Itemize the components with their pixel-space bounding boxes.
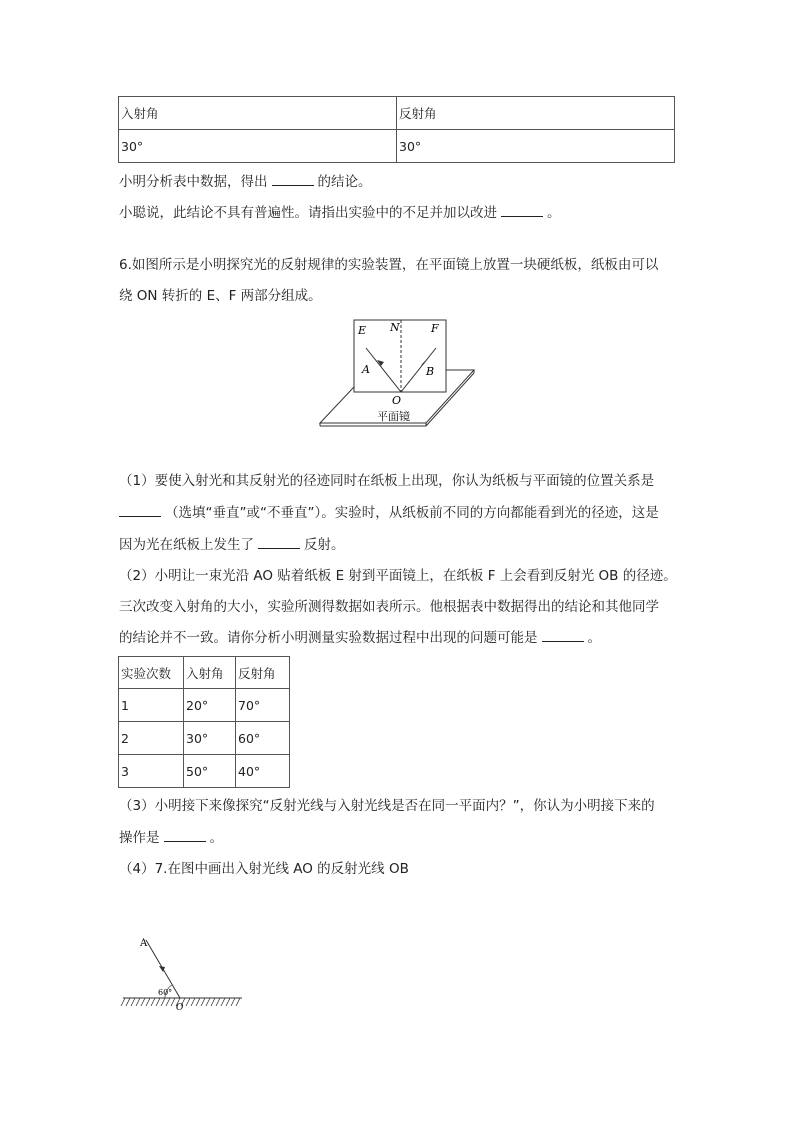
table-header: 入射角 [184, 657, 236, 689]
text: 。 [587, 630, 601, 646]
q5-line1 [119, 172, 372, 192]
q6-part4-line: （4）7.在图中画出入射光线 AO 的反射光线 OB [119, 861, 409, 877]
label-A: A [362, 363, 370, 376]
table-cell: 60° [236, 722, 290, 755]
answer-blank[interactable] [119, 503, 161, 517]
text: （选填“垂直”或“不垂直”）。实验时，从纸板前不同的方向都能看到光的径迹，这是 [165, 505, 659, 521]
answer-blank[interactable] [258, 535, 300, 549]
q6-part1-line1: （1）要使入射光和其反射光的径迹同时在纸板上出现，你认为纸板与平面镜的位置关系是 [119, 473, 655, 489]
q5-line2 [119, 203, 561, 223]
label-N: N [390, 321, 400, 334]
text: 的结论并不一致。请你分析小明测量实验数据过程中出现的问题可能是 [119, 630, 538, 646]
table-cell: 30° [119, 130, 397, 163]
answer-blank[interactable] [501, 203, 543, 217]
q6-part3-line2 [119, 828, 223, 848]
table-header: 实验次数 [119, 657, 184, 689]
text: 因为光在纸板上发生了 [119, 537, 254, 553]
table-cell: 50° [184, 755, 236, 788]
table-cell: 2 [119, 722, 184, 755]
text: 。 [209, 830, 223, 846]
label-F: F [431, 322, 439, 335]
q6-intro-line2: 绕 ON 转折的 E、F 两部分组成。 [119, 288, 322, 304]
text: 操作是 [119, 830, 160, 846]
answer-blank[interactable] [164, 828, 206, 842]
text: 的结论。 [317, 174, 372, 190]
q6-intro-line1: 6.如图所示是小明探究光的反射规律的实验装置，在平面镜上放置一块硬纸板，纸板由可以 [119, 257, 659, 273]
label-O: O [392, 394, 402, 407]
q6-part2-line3 [119, 628, 601, 648]
table-cell: 20° [184, 689, 236, 722]
angle-label: 60° [158, 988, 173, 997]
table-cell: 30° [184, 722, 236, 755]
table-cell: 30° [397, 130, 675, 163]
experiment-table [118, 656, 290, 788]
incident-ray-figure [118, 932, 248, 1014]
table-cell: 40° [236, 755, 290, 788]
table-cell: 70° [236, 689, 290, 722]
text: 小明分析表中数据，得出 [119, 174, 268, 190]
text: 反射。 [304, 537, 345, 553]
label-E: E [358, 324, 367, 337]
answer-blank[interactable] [542, 628, 584, 642]
q6-part1-line2 [119, 503, 659, 523]
q6-part2-line1: （2）小明让一束光沿 AO 贴着纸板 E 射到平面镜上，在纸板 F 上会看到反射光 OB 的径迹。 [119, 568, 677, 584]
table-header: 反射角 [236, 657, 290, 689]
label-B: B [426, 365, 435, 378]
answer-blank[interactable] [272, 172, 314, 186]
q6-part2-line2: 三次改变入射角的大小，实验所测得数据如表所示。他根据表中数据得出的结论和其他同学 [119, 599, 659, 615]
table-header: 入射角 [119, 97, 397, 130]
q6-part1-line3 [119, 535, 345, 555]
table-cell: 1 [119, 689, 184, 722]
q6-part3-line1: （3）小明接下来像探究“反射光线与入射光线是否在同一平面内？”，你认为小明接下来的 [119, 798, 655, 814]
table-header: 反射角 [397, 97, 675, 130]
label-O: O [176, 1003, 184, 1013]
label-A: A [140, 938, 148, 949]
figure-caption: 平面镜 [377, 410, 410, 423]
text: 小聪说，此结论不具有普遍性。请指出实验中的不足并加以改进 [119, 205, 497, 221]
table-cell: 3 [119, 755, 184, 788]
reflection-apparatus-figure [318, 318, 478, 428]
text: 。 [547, 205, 561, 221]
angle-table [118, 96, 675, 163]
